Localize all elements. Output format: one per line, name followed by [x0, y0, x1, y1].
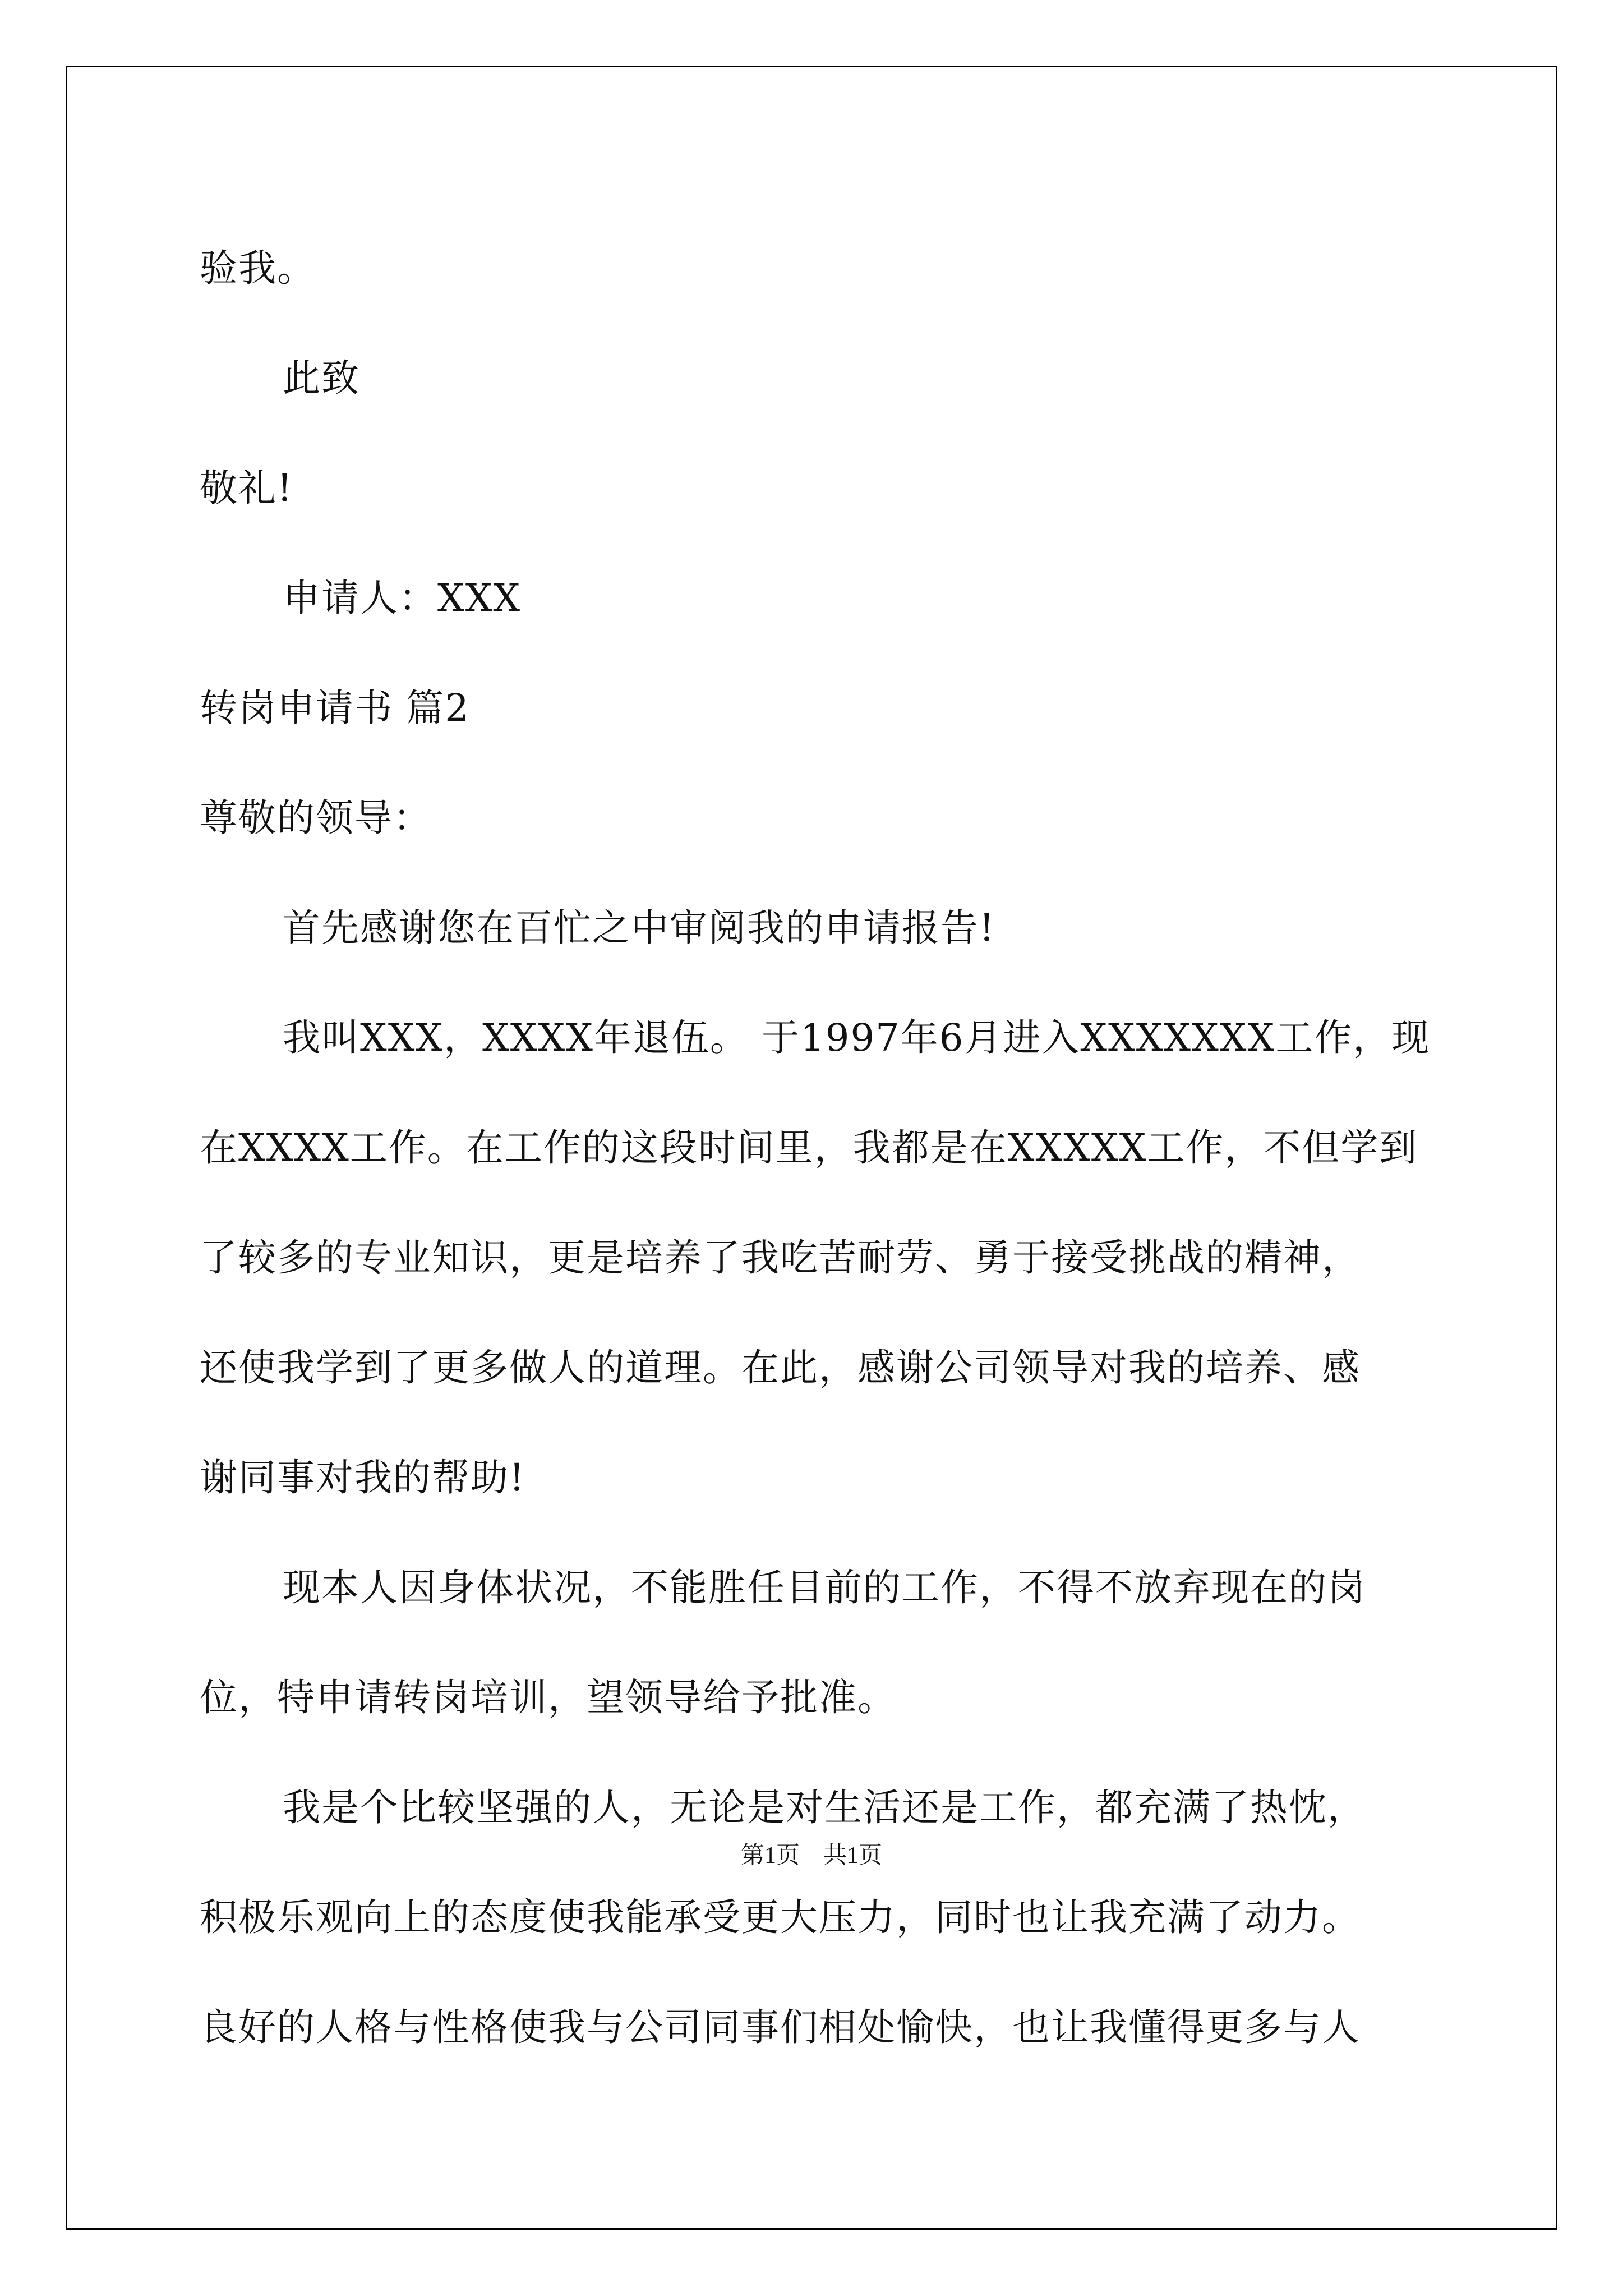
closing-regards: 敬礼!: [200, 466, 293, 510]
paragraph-line: 了较多的专业知识，更是培养了我吃苦耐劳、勇于接受挑战的精神，: [200, 1236, 1361, 1280]
paragraph-line: 位，特申请转岗培训，望领导给予批准。: [200, 1676, 896, 1719]
paragraph-continuation: 验我。: [200, 246, 316, 290]
paragraph-line: 首先感谢您在百忙之中审阅我的申请报告!: [283, 906, 995, 950]
paragraph-line: 我是个比较坚强的人，无论是对生活还是工作，都充满了热忱，: [283, 1786, 1366, 1829]
paragraph-line: 在XXXX工作。在工作的这段时间里，我都是在XXXXX工作，不但学到: [200, 1126, 1418, 1170]
paragraph-line: 积极乐观向上的态度使我能承受更大压力，同时也让我充满了动力。: [200, 1895, 1361, 1939]
page-footer: 第1页 共1页: [740, 1843, 882, 1869]
closing-salutation: 此致: [283, 356, 360, 400]
paragraph-line: 还使我学到了更多做人的道理。在此，感谢公司领导对我的培养、感: [200, 1346, 1361, 1389]
paragraph-line: 现本人因身体状况，不能胜任目前的工作，不得不放弃现在的岗: [283, 1566, 1366, 1609]
paragraph-line: 我叫XXX，XXXX年退伍。 于1997年6月进入XXXXXXX工作，现: [283, 1016, 1431, 1060]
applicant-signature: 申请人：XXX: [283, 576, 522, 620]
section-title: 转岗申请书 篇2: [200, 686, 470, 730]
paragraph-line: 良好的人格与性格使我与公司同事们相处愉快，也让我懂得更多与人: [200, 2005, 1361, 2049]
document-body: [200, 213, 1433, 2082]
greeting: 尊敬的领导：: [200, 796, 432, 840]
paragraph-line: 谢同事对我的帮助!: [200, 1456, 525, 1499]
